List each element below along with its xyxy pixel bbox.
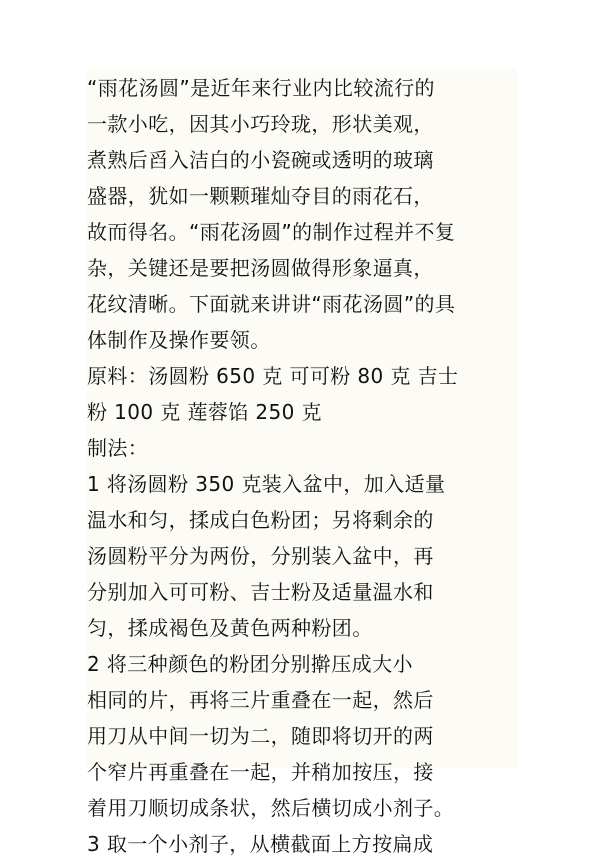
document-page xyxy=(87,68,517,856)
step-line: 个窄片再重叠在一起，并稍加按压，接 xyxy=(87,760,434,784)
method-label: 制法： xyxy=(87,436,149,460)
step-line: 分别加入可可粉、吉士粉及适量温水和 xyxy=(87,580,434,604)
step-line: 2 将三种颜色的粉团分别擀压成大小 xyxy=(87,652,413,676)
intro-line: “雨花汤圆”是近年来行业内比较流行的 xyxy=(87,76,435,100)
ingredients-line: 原料：汤圆粉 650 克 可可粉 80 克 吉士 xyxy=(87,364,459,388)
step-line: 汤圆粉平分为两份，分别装入盆中，再 xyxy=(87,544,434,568)
intro-line: 煮熟后舀入洁白的小瓷碗或透明的玻璃 xyxy=(87,148,434,172)
step-line: 着用刀顺切成条状，然后横切成小剂子。 xyxy=(87,796,455,820)
step-line: 3 取一个小剂子，从横截面上方按扁成 xyxy=(87,832,434,856)
intro-line: 一款小吃，因其小巧玲珑，形状美观， xyxy=(87,112,434,136)
step-line: 1 将汤圆粉 350 克装入盆中，加入适量 xyxy=(87,472,446,496)
step-line: 相同的片，再将三片重叠在一起，然后 xyxy=(87,688,434,712)
intro-line: 体制作及操作要领。 xyxy=(87,328,271,352)
step-line: 用刀从中间一切为二，随即将切开的两 xyxy=(87,724,434,748)
step-line: 温水和匀，揉成白色粉团；另将剩余的 xyxy=(87,508,434,532)
step-line: 匀，揉成褐色及黄色两种粉团。 xyxy=(87,616,373,640)
intro-line: 杂，关键还是要把汤圆做得形象逼真， xyxy=(87,256,434,280)
intro-line: 故而得名。“雨花汤圆”的制作过程并不复 xyxy=(87,220,456,244)
intro-line: 花纹清晰。下面就来讲讲“雨花汤圆”的具 xyxy=(87,292,456,316)
intro-line: 盛器，犹如一颗颗璀灿夺目的雨花石， xyxy=(87,184,434,208)
ingredients-line: 粉 100 克 莲蓉馅 250 克 xyxy=(87,400,322,424)
